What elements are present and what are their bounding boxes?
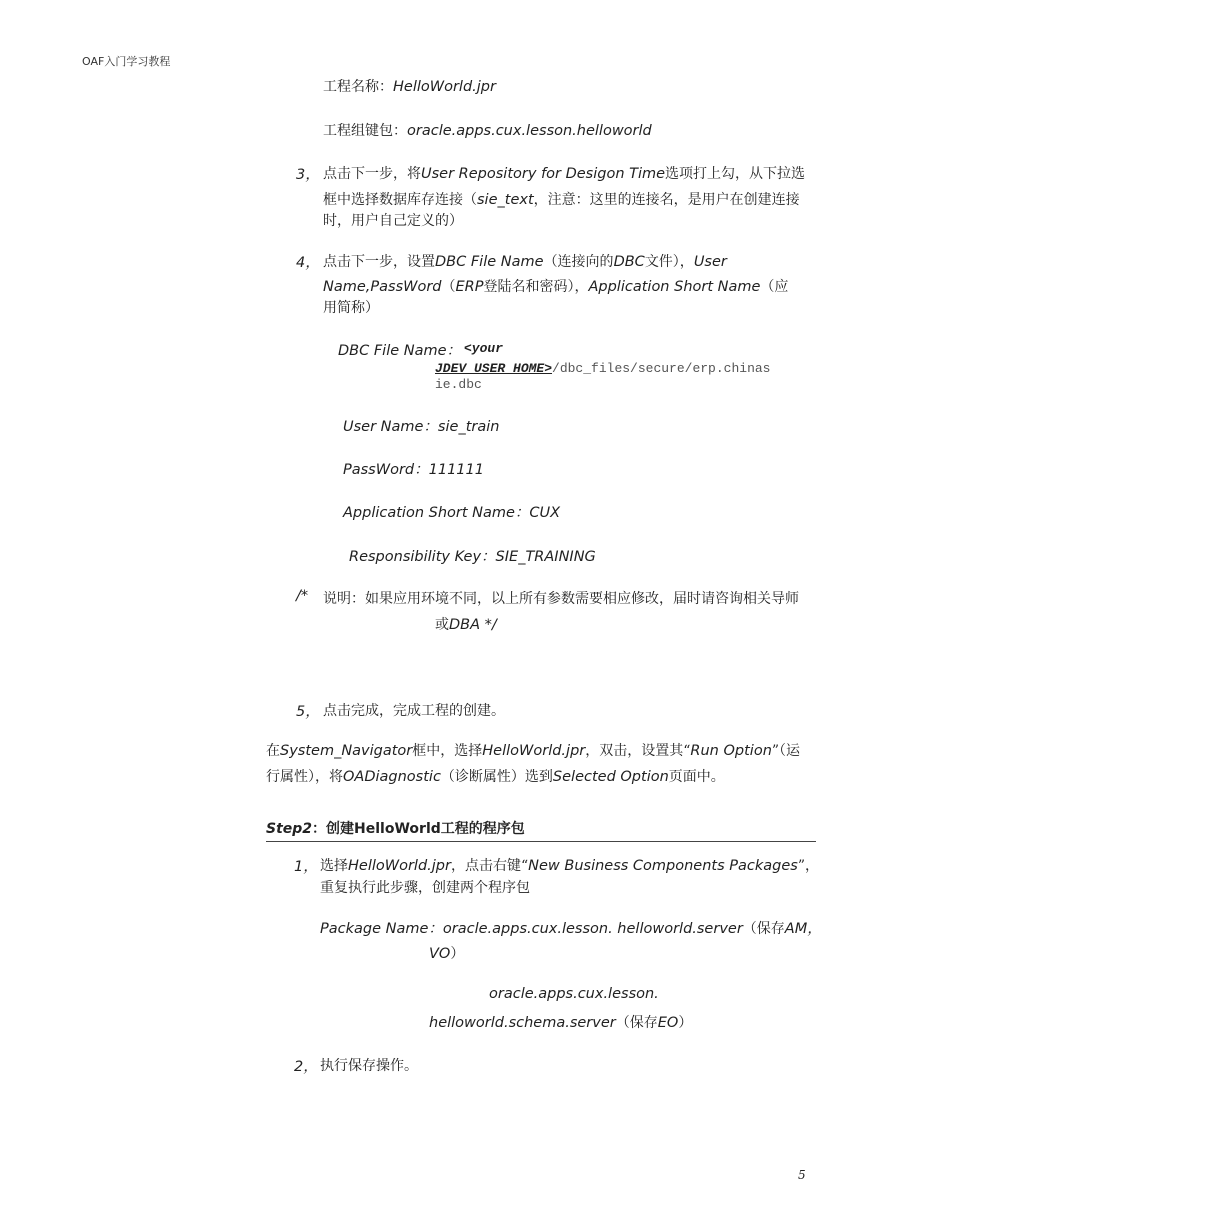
s2item1-line2: 重复执行此步骤，创建两个程序包 (320, 880, 530, 896)
package-line1-cont (429, 943, 464, 963)
package-server-note-b: AM， (784, 921, 822, 937)
step4-l2f: （应 (760, 279, 789, 295)
package-schema-note-c: ） (678, 1015, 693, 1031)
note-line2 (435, 614, 497, 634)
step4-line1 (323, 251, 727, 271)
s2item1-l1b: HelloWorld.jpr (348, 858, 451, 874)
step4-l1c: （连接向的 (543, 254, 614, 270)
step4-l1d: DBC (613, 254, 645, 270)
s2item1-l1c: ，点击右键“ (450, 858, 529, 874)
note-l2a: 或 (435, 617, 449, 633)
step4-l1f: User (693, 254, 727, 270)
step4-l2c: ERP (455, 279, 484, 295)
step3-number: 3， (296, 167, 320, 183)
para-l2d: Selected Option (552, 769, 669, 785)
step4-l2d: 登陆名和密码）， (483, 279, 589, 295)
step5-number: 5， (296, 704, 320, 720)
para-l1b: System_Navigator (280, 743, 413, 759)
package-schema-note-a: （保存 (615, 1015, 658, 1031)
s2item1-l1e: ”， (797, 858, 820, 874)
step4-number: 4， (296, 255, 320, 271)
package-server-note-d: ） (450, 946, 465, 962)
project-package-line (323, 120, 652, 140)
password-param: PassWord：111111 (343, 462, 484, 478)
note-text: 说明：如果应用环境不同，以上所有参数需要相应修改，届时请咨询相关导师 (323, 591, 799, 607)
step3-l2c: ，注意：这里的连接名，是用户在创建连接 (533, 192, 800, 208)
running-header: OAF入门学习教程 (82, 55, 171, 68)
page-number: 5 (798, 1168, 806, 1182)
paragraph-line2 (266, 766, 725, 786)
para-l2c: （诊断属性）选到 (440, 769, 553, 785)
app-short-name-param: Application Short Name：CUX (343, 505, 561, 521)
para-l2e: 页面中。 (668, 769, 725, 785)
package-server-note-c: VO (429, 946, 451, 962)
heading-b: ：创建 (312, 821, 355, 837)
dbc-file-bold1: <your (464, 341, 504, 356)
step3-l1c: 选项打上勾，从下拉选 (665, 166, 806, 182)
s2item2-text: 执行保存操作。 (320, 1058, 418, 1074)
package-line1 (320, 917, 822, 938)
dbc-file-line2 (435, 360, 770, 376)
section-heading (266, 818, 525, 838)
step5-text: 点击完成，完成工程的创建。 (323, 703, 505, 719)
s2item2-number: 2， (294, 1059, 318, 1075)
paragraph-line1 (266, 740, 800, 760)
dbc-file-bold2: JDEV_USER_HOME> (435, 361, 553, 376)
package-schema-line2 (429, 1012, 692, 1032)
s2item1-line1 (320, 855, 819, 875)
section-heading-rule (266, 841, 816, 842)
project-name-value: HelloWorld.jpr (393, 79, 496, 95)
step3-l2a: 框中选择数据库存连接（ (323, 192, 477, 208)
package-server-note-a: （保存 (742, 921, 785, 937)
project-name-line (323, 76, 496, 96)
step4-l1e: 文件）， (644, 254, 694, 270)
step4-l2b: （ (441, 279, 456, 295)
responsibility-key-param: Responsibility Key：SIE_TRAINING (349, 549, 596, 565)
heading-step2: Step2 (266, 821, 313, 837)
user-name-param: User Name：sie_train (343, 419, 500, 435)
step4-l2e: Application Short Name (588, 279, 761, 295)
package-schema: helloworld.schema.server (429, 1015, 616, 1031)
dbc-file-label: DBC File Name： (338, 343, 462, 359)
step3-line3: 时，用户自己定义的） (323, 213, 463, 229)
package-schema-line1: oracle.apps.cux.lesson. (489, 986, 659, 1002)
para-l1c: 框中，选择 (412, 743, 483, 759)
step4-line3: 用简称） (323, 300, 379, 316)
step3-l2b: sie_text (477, 192, 534, 208)
step3-line2 (323, 189, 800, 209)
step4-l2a: Name,PassWord (323, 279, 442, 295)
dbc-file-path1: /dbc_files/secure/erp.chinas (552, 361, 771, 376)
dbc-file-path2: ie.dbc (435, 377, 482, 392)
step4-l1b: DBC File Name (435, 254, 544, 270)
heading-d: 工程的程序包 (440, 821, 525, 837)
para-l1f: Run Option (690, 743, 772, 759)
para-l2a: 行属性），将 (266, 769, 343, 785)
note-l2b: DBA */ (449, 617, 497, 633)
para-l1d: HelloWorld.jpr (482, 743, 586, 759)
para-l2b: OADiagnostic (343, 769, 441, 785)
step3-line1 (323, 163, 805, 183)
para-l1a: 在 (266, 743, 280, 759)
project-package-value: oracle.apps.cux.lesson.helloworld (407, 123, 652, 139)
project-package-label: 工程组键包： (323, 123, 407, 139)
s2item1-l1d: New Business Components Packages (528, 858, 798, 874)
para-l1g: ”（运 (771, 743, 801, 759)
step3-l1b: User Repository for Desigon Time (421, 166, 666, 182)
heading-c: HelloWorld (354, 821, 441, 837)
step3-l1a: 点击下一步，将 (323, 166, 421, 182)
project-name-label: 工程名称： (323, 79, 393, 95)
package-server: oracle.apps.cux.lesson. helloworld.server (442, 921, 743, 937)
package-label: Package Name： (320, 921, 443, 937)
step4-line2 (323, 276, 788, 296)
s2item1-l1a: 选择 (320, 858, 348, 874)
s2item1-number: 1， (294, 859, 318, 875)
para-l1e: ，双击，设置其“ (585, 743, 691, 759)
package-schema-note-b: EO (657, 1015, 679, 1031)
note-comment-start: /* (296, 588, 309, 604)
step4-l1a: 点击下一步，设置 (323, 254, 435, 270)
